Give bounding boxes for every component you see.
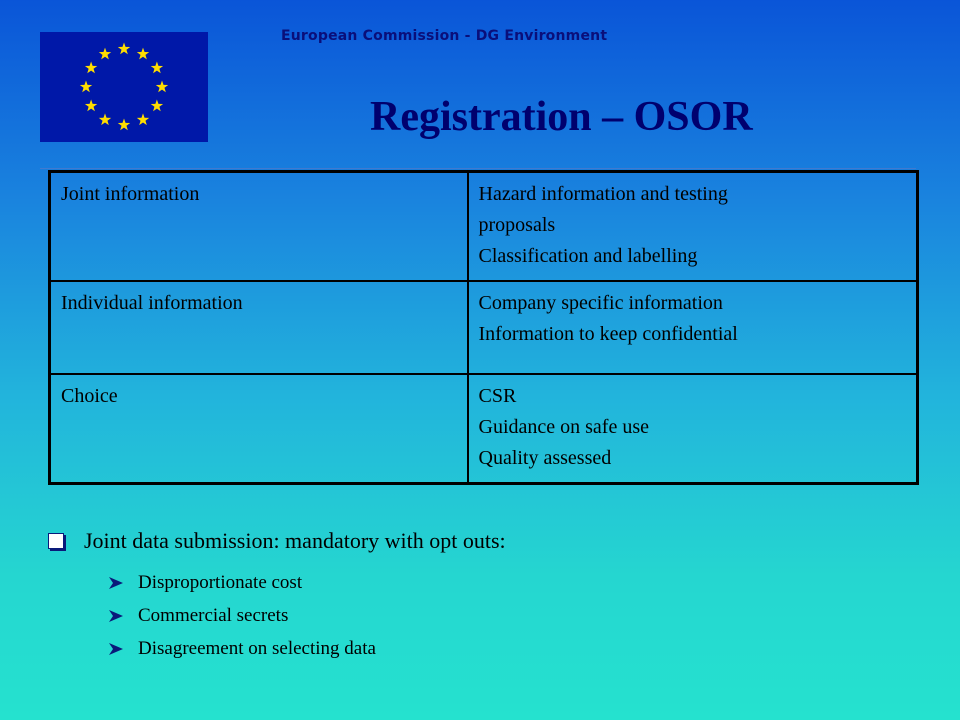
table-row: [50, 281, 918, 374]
row-label: Choice: [50, 374, 468, 484]
list-item: [108, 566, 506, 599]
row-label: Individual information: [50, 281, 468, 374]
eu-flag-stars: [40, 32, 208, 142]
detail-line: CSR: [478, 385, 517, 407]
row-details: [468, 281, 918, 374]
sub-bullet-text: Disagreement on selecting data: [138, 637, 376, 659]
detail-line: Guidance on safe use: [478, 416, 649, 438]
info-table: [48, 170, 919, 485]
row-details: [468, 374, 918, 484]
row-label: Joint information: [50, 172, 468, 282]
detail-line: Hazard information and testing: [478, 183, 728, 205]
arrow-bullet-icon: [108, 575, 124, 591]
table-row: [50, 374, 918, 484]
detail-line: proposals: [478, 214, 556, 236]
sub-bullet-text: Disproportionate cost: [138, 571, 303, 593]
page-title: Registration – OSOR: [370, 94, 753, 140]
eu-flag-icon: [40, 32, 208, 142]
arrow-bullet-icon: [108, 641, 124, 657]
list-item: [108, 599, 506, 632]
sub-bullet-list: [48, 566, 506, 665]
list-item: [108, 632, 506, 665]
detail-line: Information to keep confidential: [478, 323, 738, 345]
table-row: [50, 172, 918, 282]
detail-line: Company specific information: [478, 292, 723, 314]
arrow-bullet-icon: [108, 608, 124, 624]
detail-line: Classification and labelling: [478, 245, 698, 267]
organization-header: European Commission - DG Environment: [281, 28, 608, 44]
divider: [40, 168, 916, 169]
bullet-list: [48, 528, 506, 665]
sub-bullet-text: Commercial secrets: [138, 604, 289, 626]
main-bullet: [48, 528, 506, 554]
checkbox-bullet-icon: [48, 533, 64, 549]
row-details: [468, 172, 918, 282]
detail-line: Quality assessed: [478, 447, 612, 469]
main-bullet-text: Joint data submission: mandatory with opt outs:: [84, 528, 506, 553]
